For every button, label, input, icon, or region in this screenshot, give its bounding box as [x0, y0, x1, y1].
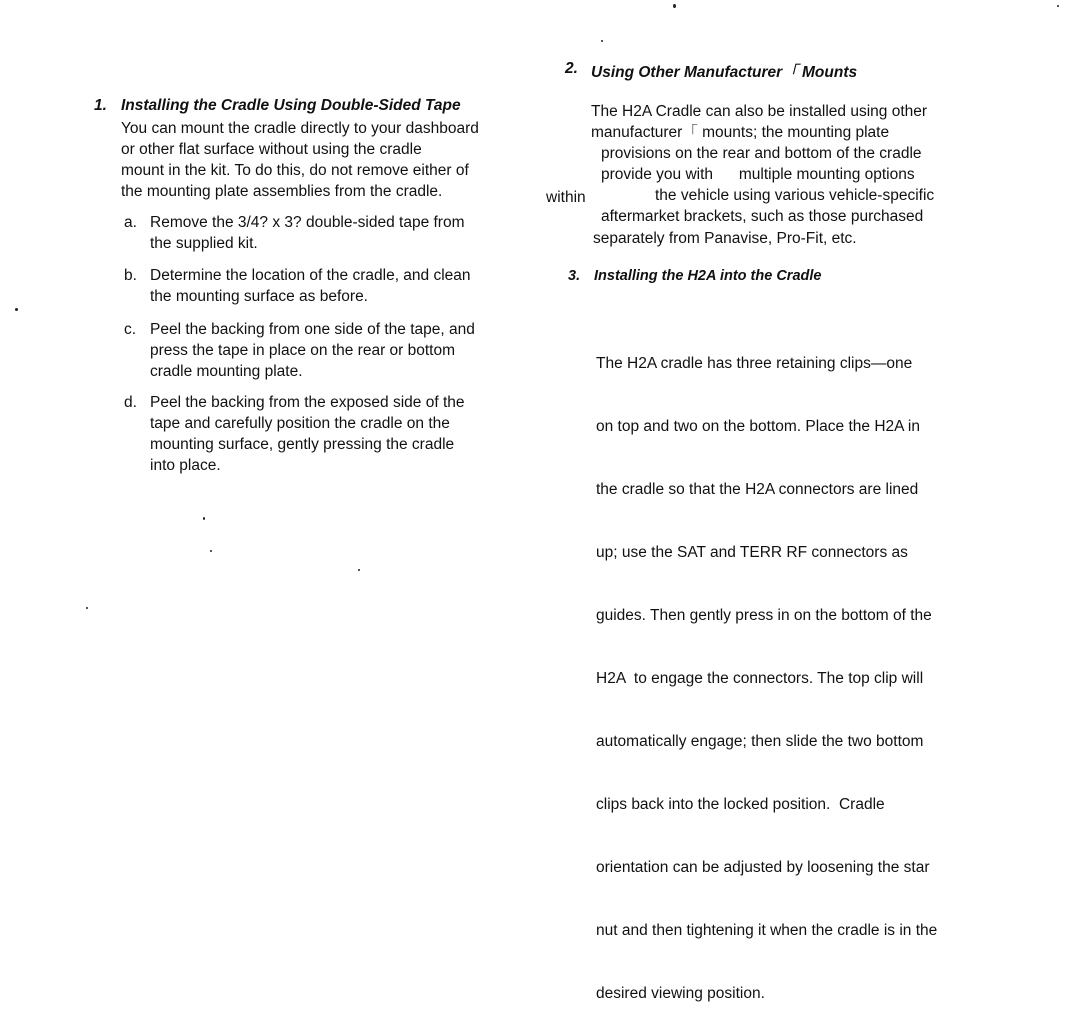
- text-line: desired viewing position.: [596, 985, 765, 1002]
- scan-speck: [15, 308, 18, 311]
- step-a-text: [150, 212, 465, 254]
- text-line: H2A to engage the connectors. The top clip will: [596, 670, 924, 687]
- text-line: into place.: [150, 457, 221, 474]
- section-2-line-5: the vehicle using various vehicle-specific: [655, 187, 935, 204]
- text-line: the cradle so that the H2A connectors are lined: [596, 481, 919, 498]
- section-2-line-7: separately from Panavise, Pro-Fit, etc.: [593, 230, 857, 247]
- stray-word: within: [546, 189, 586, 206]
- text-line: the mounting plate assemblies from the cradle.: [121, 183, 443, 200]
- text-line: press the tape in place on the rear or bottom: [150, 342, 456, 359]
- step-b-text: [150, 265, 471, 307]
- section-2-line-4: provide you with multiple mounting options: [601, 166, 915, 183]
- text-line: Peel the backing from one side of the tape, and: [150, 321, 475, 338]
- scan-speck: [601, 40, 603, 42]
- text-line: or other flat surface without using the cradle: [121, 141, 422, 158]
- text-line: Determine the location of the cradle, and clean: [150, 267, 471, 284]
- text-line: You can mount the cradle directly to your dashboard: [121, 120, 479, 137]
- scan-speck: [1057, 5, 1059, 7]
- section-2-line-1: The H2A Cradle can also be installed using other: [591, 103, 928, 120]
- section-3-body: [596, 311, 937, 1025]
- section-1-number: 1.: [94, 97, 107, 114]
- text-line: The H2A cradle has three retaining clips—one: [596, 355, 913, 372]
- scan-speck: [358, 569, 360, 571]
- section-1-heading: Installing the Cradle Using Double-Sided Tape: [121, 97, 461, 114]
- section-2-line-3: provisions on the rear and bottom of the cradle: [601, 145, 922, 162]
- scan-speck: [210, 550, 212, 552]
- text-line: the supplied kit.: [150, 235, 258, 252]
- text-line: guides. Then gently press in on the bottom of the: [596, 607, 932, 624]
- section-3-heading: Installing the H2A into the Cradle: [594, 268, 822, 284]
- text-line: nut and then tightening it when the cradle is in the: [596, 922, 938, 939]
- step-c-text: [150, 319, 475, 382]
- scan-speck: [86, 607, 88, 609]
- text-line: clips back into the locked position. Cradle: [596, 796, 885, 813]
- section-3-number: 3.: [568, 268, 581, 284]
- text-line: tape and carefully position the cradle on the: [150, 415, 450, 432]
- step-d-letter: d.: [124, 394, 137, 411]
- text-line: automatically engage; then slide the two bottom: [596, 733, 924, 750]
- section-2-heading: Using Other Manufacturer「 Mounts: [591, 64, 858, 81]
- scan-speck: [673, 4, 676, 8]
- text-line: orientation can be adjusted by loosening the star: [596, 859, 930, 876]
- scan-speck: [203, 517, 205, 520]
- text-line: mount in the kit. To do this, do not remove either of: [121, 162, 469, 179]
- section-2-line-2: manufacturer「 mounts; the mounting plate: [591, 124, 890, 141]
- text-line: Remove the 3/4? x 3? double-sided tape from: [150, 214, 465, 231]
- section-2-number: 2.: [565, 60, 578, 77]
- text-line: Peel the backing from the exposed side of the: [150, 394, 465, 411]
- section-1-intro: [121, 118, 479, 202]
- step-a-letter: a.: [124, 214, 137, 231]
- step-b-letter: b.: [124, 267, 137, 284]
- text-line: mounting surface, gently pressing the cradle: [150, 436, 455, 453]
- section-2-line-6: aftermarket brackets, such as those purchased: [601, 208, 924, 225]
- text-line: cradle mounting plate.: [150, 363, 303, 380]
- text-line: the mounting surface as before.: [150, 288, 368, 305]
- step-c-letter: c.: [124, 321, 137, 338]
- text-line: on top and two on the bottom. Place the H2A in: [596, 418, 920, 435]
- text-line: up; use the SAT and TERR RF connectors as: [596, 544, 908, 561]
- step-d-text: [150, 392, 465, 476]
